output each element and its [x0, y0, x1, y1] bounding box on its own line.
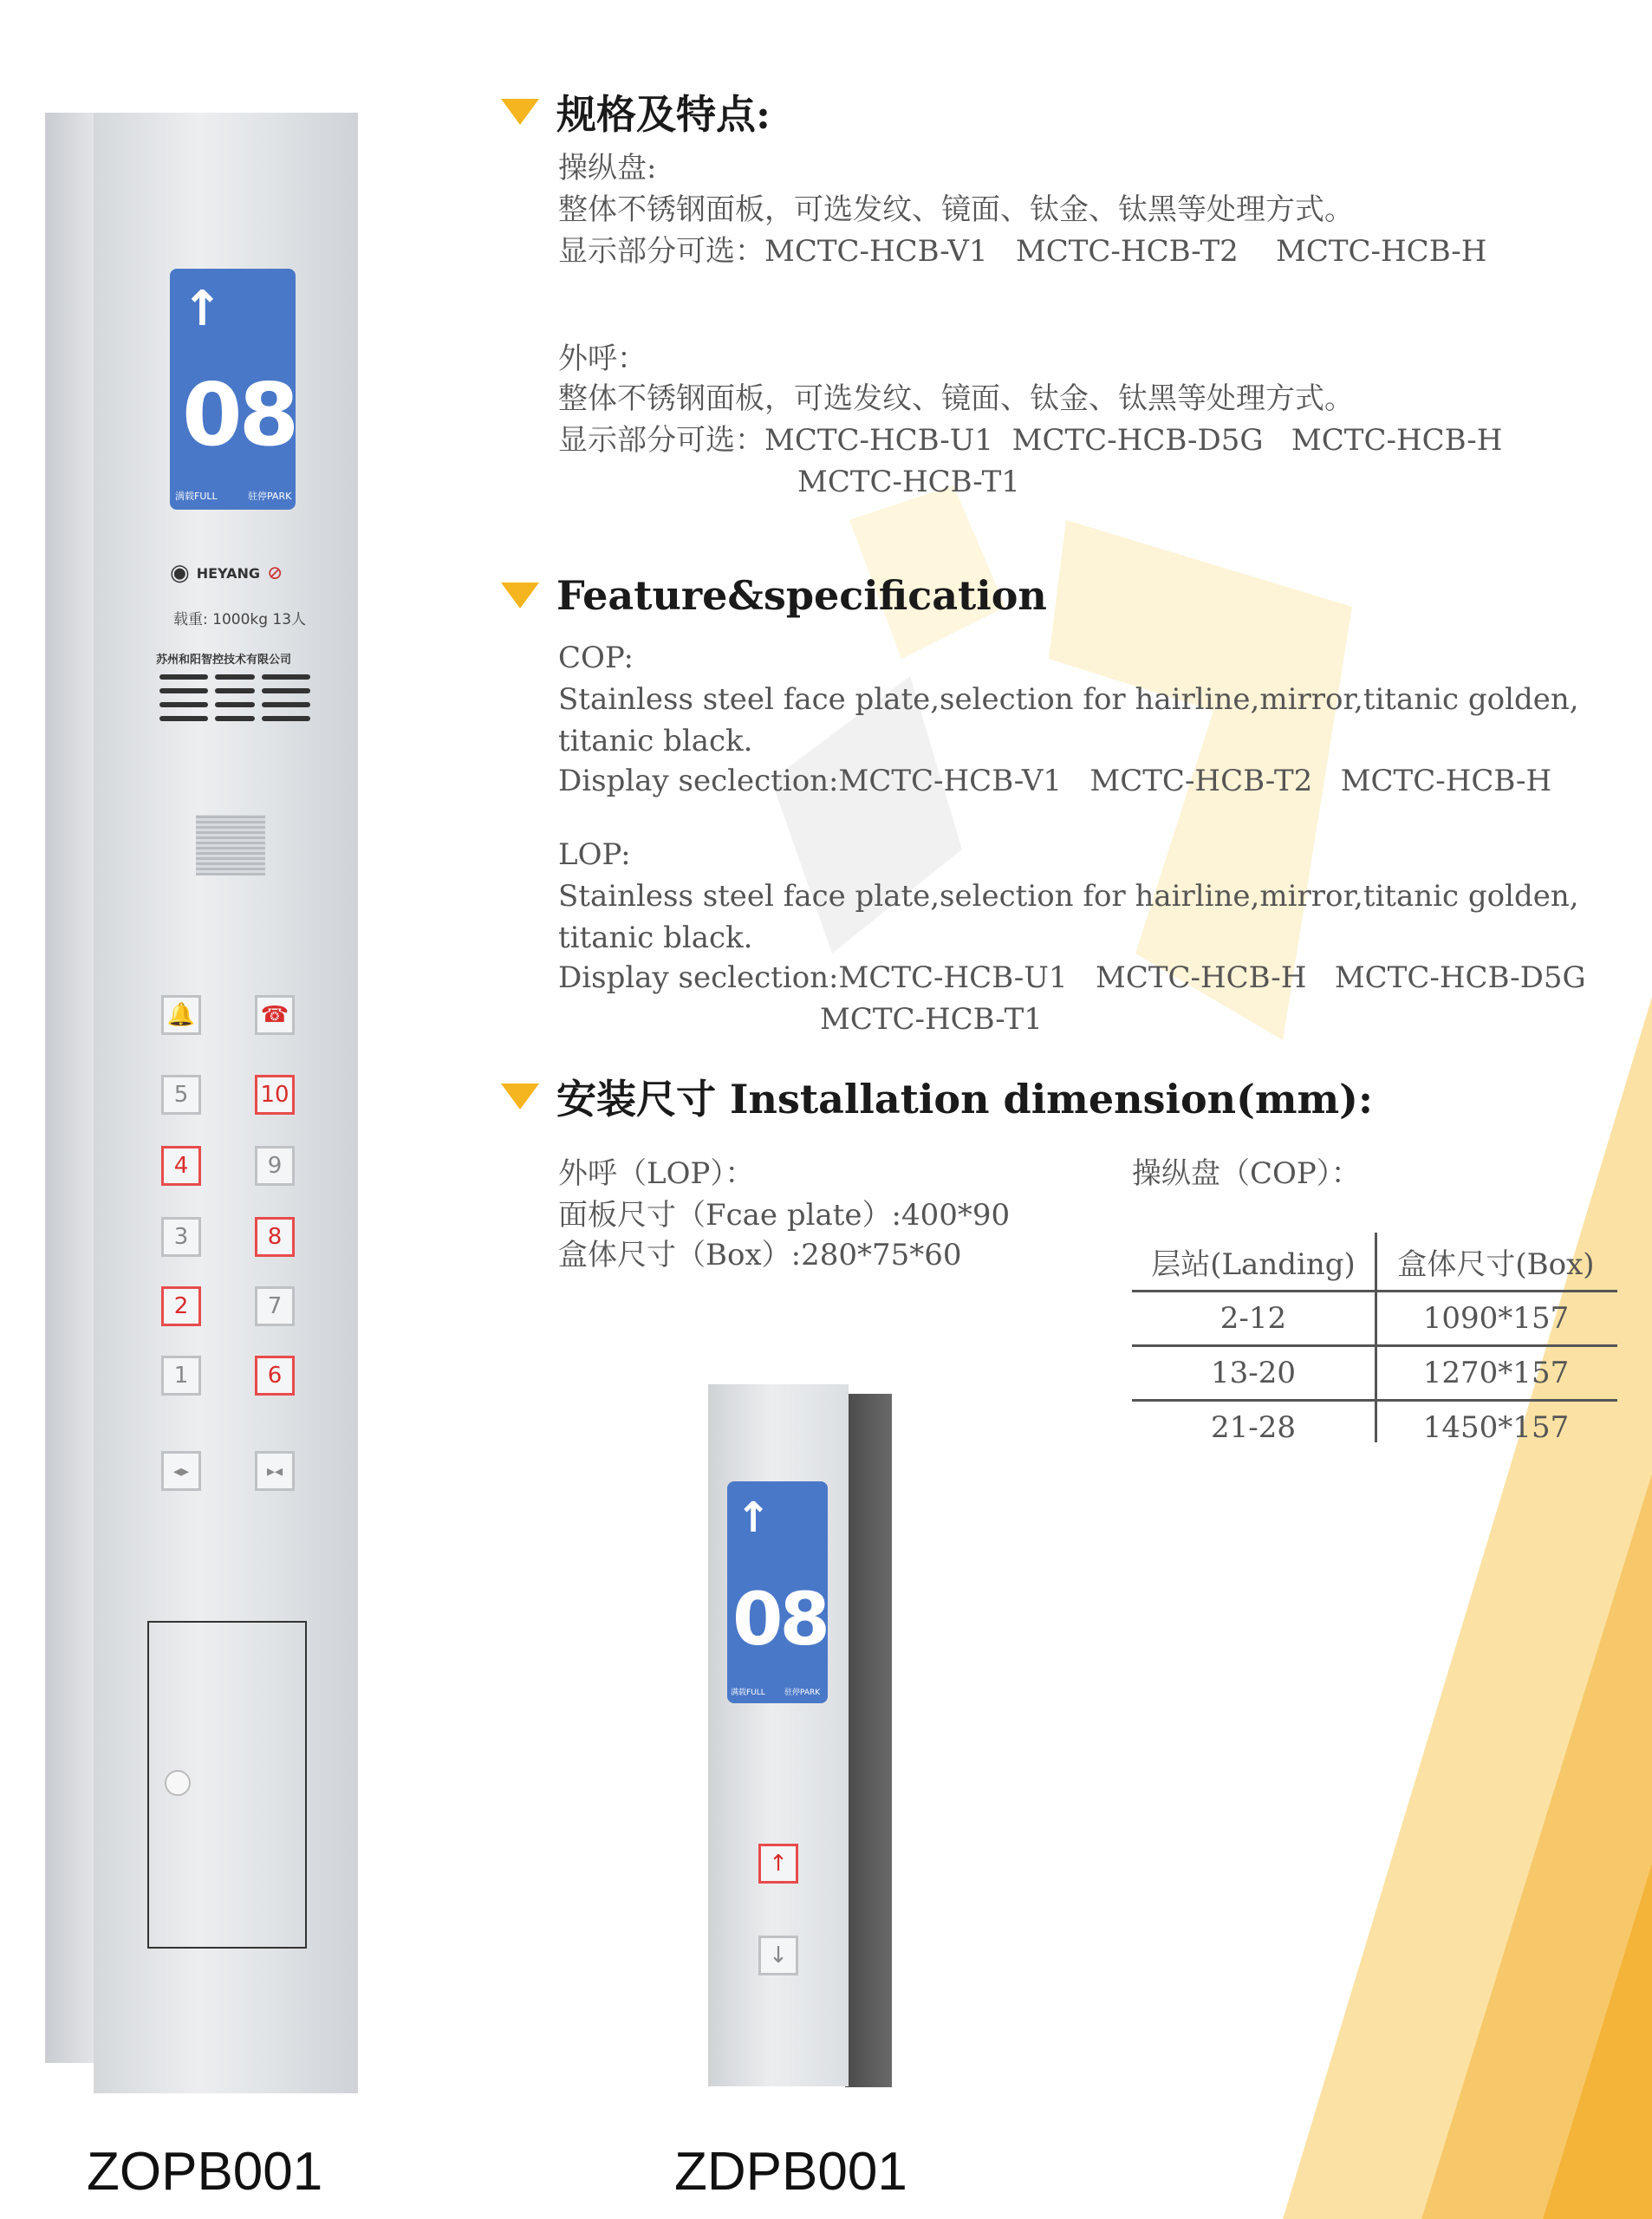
lop-desc-cn: 整体不锈钢面板，可选发纹、镜面、钛金、钛黑等处理方式。 [558, 381, 1354, 416]
full-indicator: 满载FULL [731, 1689, 765, 1697]
floor-button-5[interactable]: 5 [161, 1075, 201, 1115]
install-lop-box: 盒体尺寸（Box）:280*75*60 [558, 1238, 962, 1272]
cop-desc-en-cont: titanic black. [558, 724, 753, 758]
install-lop-plate: 面板尺寸（Fcae plate）:400*90 [558, 1198, 1011, 1233]
up-arrow-icon: ↑ [182, 281, 223, 337]
heading-text: 安装尺寸 Installation dimension(mm): [556, 1076, 1373, 1123]
table-cell-box: 1270*157 [1422, 1356, 1570, 1390]
door-close-button[interactable]: ▸◂ [255, 1451, 295, 1491]
table-cell-landing: 2-12 [1219, 1301, 1287, 1336]
floor-button-10[interactable]: 10 [255, 1075, 295, 1115]
cop-panel [94, 113, 358, 2093]
table-cell-box: 1450*157 [1422, 1410, 1570, 1445]
cop-desc-en: Stainless steel face plate,selection for hairline,mirror,titanic golden, [558, 682, 1579, 717]
install-lop-title: 外呼（LOP）： [558, 1156, 755, 1191]
brand-logo-icon: ◉ [170, 560, 190, 586]
table-cell-landing: 21-28 [1210, 1410, 1296, 1445]
cop-model-caption: ZOPB001 [87, 2142, 323, 2202]
triangle-bullet-icon [501, 1083, 539, 1110]
table-header-landing: 层站(Landing) [1151, 1246, 1356, 1282]
floor-button-9[interactable]: 9 [255, 1146, 295, 1186]
cop-display [170, 269, 296, 510]
lop-panel-side [845, 1394, 892, 2087]
floor-number: 08 [732, 1577, 827, 1662]
load-capacity: 载重: 1000kg 13人 [173, 611, 307, 628]
cop-title-en: COP: [558, 641, 634, 675]
floor-button-6[interactable]: 6 [255, 1356, 295, 1396]
cop-display-cn: 显示部分可选：MCTC-HCB-V1 MCTC-HCB-T2 MCTC-HCB-H [558, 234, 1487, 269]
brand-row [170, 560, 283, 586]
section-heading-spec-cn [501, 83, 771, 140]
no-smoking-icon: ⊘ [266, 562, 283, 584]
triangle-bullet-icon [501, 99, 539, 125]
table-cell-box: 1090*157 [1422, 1301, 1570, 1336]
cop-panel-side [45, 113, 95, 2063]
lop-desc-en: Stainless steel face plate,selection for hairline,mirror,titanic golden, [558, 879, 1579, 914]
lop-panel [708, 1384, 849, 2086]
lop-display-cn: 显示部分可选：MCTC-HCB-U1 MCTC-HCB-D5G MCTC-HCB-H [558, 423, 1503, 458]
hall-call-up-button[interactable]: ↑ [758, 1844, 798, 1884]
floor-button-7[interactable]: 7 [255, 1286, 295, 1326]
section-heading-install [501, 1068, 1373, 1125]
section-heading-spec-en [501, 572, 1047, 619]
brand-name: HEYANG [196, 564, 260, 582]
install-cop-title: 操纵盘（COP）： [1132, 1156, 1361, 1191]
heading-text: 规格及特点: [556, 91, 771, 138]
lop-desc-en-cont: titanic black. [558, 921, 753, 955]
cop-desc-cn: 整体不锈钢面板，可选发纹、镜面、钛金、钛黑等处理方式。 [558, 192, 1354, 227]
floor-button-1[interactable]: 1 [161, 1356, 201, 1396]
service-cabinet-door[interactable] [147, 1621, 307, 1949]
cop-dimension-table [1132, 1233, 1617, 1454]
lop-display [727, 1481, 828, 1703]
lop-display-cn-cont: MCTC-HCB-T1 [797, 465, 1020, 499]
park-indicator: 驻停PARK [248, 491, 292, 502]
lop-title-en: LOP: [558, 837, 631, 872]
full-indicator: 满载FULL [175, 491, 218, 502]
park-indicator: 驻停PARK [784, 1689, 821, 1697]
lop-model-caption: ZDPB001 [674, 2142, 907, 2202]
floor-button-4[interactable]: 4 [161, 1146, 201, 1186]
hall-call-down-button[interactable]: ↓ [758, 1936, 798, 1975]
cabinet-lock-icon[interactable] [165, 1770, 191, 1796]
up-arrow-icon: ↑ [736, 1493, 771, 1542]
triangle-bullet-icon [501, 582, 539, 608]
cop-title-cn: 操纵盘: [558, 151, 657, 185]
lop-title-cn: 外呼： [558, 342, 647, 376]
floor-number: 08 [182, 364, 296, 465]
phone-call-button[interactable]: ☎ [255, 995, 295, 1035]
table-cell-landing: 13-20 [1210, 1356, 1296, 1390]
alarm-bell-button[interactable]: 🔔 [161, 995, 201, 1035]
microphone-grille [196, 815, 265, 875]
floor-button-3[interactable]: 3 [161, 1217, 201, 1257]
lop-display-en-cont: MCTC-HCB-T1 [820, 1002, 1043, 1037]
floor-button-2[interactable]: 2 [161, 1286, 201, 1326]
door-open-button[interactable]: ◂▸ [161, 1451, 201, 1491]
lop-display-en: Display seclection:MCTC-HCB-U1 MCTC-HCB-H MCTC-HCB-D5G [558, 960, 1586, 995]
table-divider [1375, 1233, 1377, 1442]
company-name: 苏州和阳智控技术有限公司 [156, 654, 292, 667]
cop-display-en: Display seclection:MCTC-HCB-V1 MCTC-HCB-T2 MCTC-HCB-H [558, 764, 1552, 798]
floor-button-8[interactable]: 8 [255, 1217, 295, 1257]
heading-text: Feature&specification [556, 572, 1047, 619]
table-header-box: 盒体尺寸(Box) [1397, 1246, 1595, 1282]
